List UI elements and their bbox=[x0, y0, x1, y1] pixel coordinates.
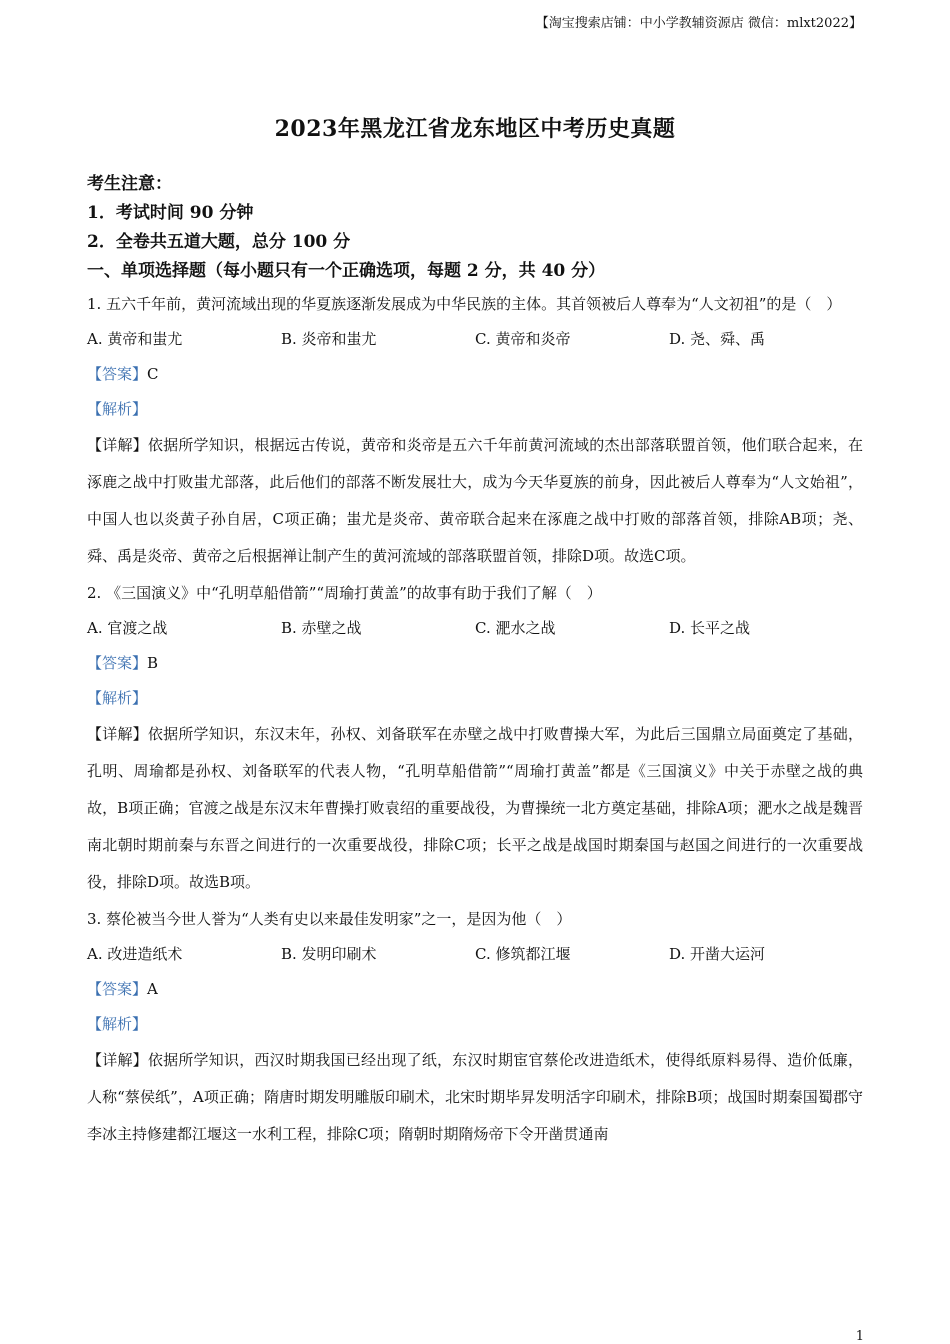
option-d: D. 开凿大运河 bbox=[669, 945, 766, 963]
analysis-row bbox=[87, 681, 863, 716]
notice-item: 1．考试时间 90 分钟 bbox=[87, 203, 254, 223]
option-row bbox=[87, 937, 863, 972]
analysis-label: 【解析】 bbox=[87, 689, 148, 707]
detail-paragraph bbox=[87, 1042, 863, 1153]
option-b: B. 炎帝和蚩尤 bbox=[281, 330, 377, 348]
analysis-row bbox=[87, 392, 863, 427]
answer-row bbox=[87, 357, 863, 392]
detail-paragraph bbox=[87, 427, 863, 575]
answer-value: B bbox=[147, 654, 159, 672]
detail-text: 依据所学知识，东汉末年，孙权、刘备联军在赤壁之战中打败曹操大军，为此后三国鼎立局面奠定了基础，孔明、周瑜都是孙权、刘备联军的代表人物，“孔明草船借箭”“周瑜打黄盖”都是《三国演义》中关于赤壁之战的典故，B项正确；官渡之战是东汉末年曹操打败袁绍的重要战役，为曹操统一北方奠定基础，排除A项；淝水之战是魏晋南北朝时期前秦与东晋之间进行的一次重要战役，排除C项；长平之战是战国时期秦国与赵国之间进行的一次重要战役，排除D项。故选B项。 bbox=[87, 725, 863, 891]
notice-item: 2．全卷共五道大题，总分 100 分 bbox=[87, 232, 351, 252]
option-c: C. 修筑都江堰 bbox=[475, 945, 571, 963]
notice-heading: 考生注意： bbox=[87, 174, 172, 194]
analysis-label: 【解析】 bbox=[87, 400, 148, 418]
answer-value: C bbox=[147, 365, 159, 383]
answer-label: 【答案】 bbox=[87, 980, 148, 998]
detail-text: 依据所学知识，西汉时期我国已经出现了纸，东汉时期宦官蔡伦改进造纸术，使得纸原料易得、造价低廉，人称“蔡侯纸”，A项正确；隋唐时期发明雕版印刷术，北宋时期毕昇发明活字印刷术，排除B项；战国时期秦国蜀郡守李冰主持修建都江堰这一水利工程，排除C项；隋朝时期隋炀帝下令开凿贯通南 bbox=[87, 1051, 863, 1143]
option-c: C. 淝水之战 bbox=[475, 619, 556, 637]
analysis-row bbox=[87, 1007, 863, 1042]
answer-label: 【答案】 bbox=[87, 654, 148, 672]
detail-paragraph bbox=[87, 716, 863, 901]
document-body bbox=[87, 170, 863, 1153]
option-b: B. 发明印刷术 bbox=[281, 945, 377, 963]
option-a: A. 官渡之战 bbox=[87, 619, 168, 637]
answer-value: A bbox=[147, 980, 158, 998]
question-stem: 3. 蔡伦被当今世人誉为“人类有史以来最佳发明家”之一，是因为他（ ） bbox=[87, 910, 572, 928]
answer-row bbox=[87, 646, 863, 681]
question-stem: 2. 《三国演义》中“孔明草船借箭”“周瑜打黄盖”的故事有助于我们了解（ ） bbox=[87, 584, 602, 602]
option-a: A. 黄帝和蚩尤 bbox=[87, 330, 183, 348]
detail-label: 【详解】 bbox=[87, 725, 148, 743]
detail-label: 【详解】 bbox=[87, 1051, 148, 1069]
option-row bbox=[87, 611, 863, 646]
detail-label: 【详解】 bbox=[87, 436, 148, 454]
option-a: A. 改进造纸术 bbox=[87, 945, 183, 963]
option-row bbox=[87, 322, 863, 357]
page-title: 2023年黑龙江省龙东地区中考历史真题 bbox=[274, 116, 676, 142]
option-b: B. 赤壁之战 bbox=[281, 619, 362, 637]
option-d: D. 长平之战 bbox=[669, 619, 751, 637]
option-c: C. 黄帝和炎帝 bbox=[475, 330, 571, 348]
detail-text: 依据所学知识，根据远古传说，黄帝和炎帝是五六千年前黄河流域的杰出部落联盟首领，他们联合起来，在涿鹿之战中打败蚩尤部落，此后他们的部落不断发展壮大，成为今天华夏族的前身，因此被后人尊奉为“人文始祖”，中国人也以炎黄子孙自居，C项正确；蚩尤是炎帝、黄帝联合起来在涿鹿之战中打败的部落首领，排除AB项；尧、舜、禹是炎帝、黄帝之后根据禅让制产生的黄河流域的部落联盟首领，排除D项。故选C项。 bbox=[87, 436, 863, 565]
question-stem: 1. 五六千年前，黄河流域出现的华夏族逐渐发展成为中华民族的主体。其首领被后人尊奉为“人文初祖”的是（ ） bbox=[87, 295, 842, 313]
page-number: 1 bbox=[855, 1329, 864, 1344]
answer-label: 【答案】 bbox=[87, 365, 148, 383]
answer-row bbox=[87, 972, 863, 1007]
header-note: 【淘宝搜索店铺：中小学教辅资源店 微信：mlxt2022】 bbox=[535, 16, 862, 31]
analysis-label: 【解析】 bbox=[87, 1015, 148, 1033]
option-d: D. 尧、舜、禹 bbox=[669, 330, 766, 348]
section-title: 一、单项选择题（每小题只有一个正确选项，每题 2 分，共 40 分） bbox=[87, 261, 606, 281]
